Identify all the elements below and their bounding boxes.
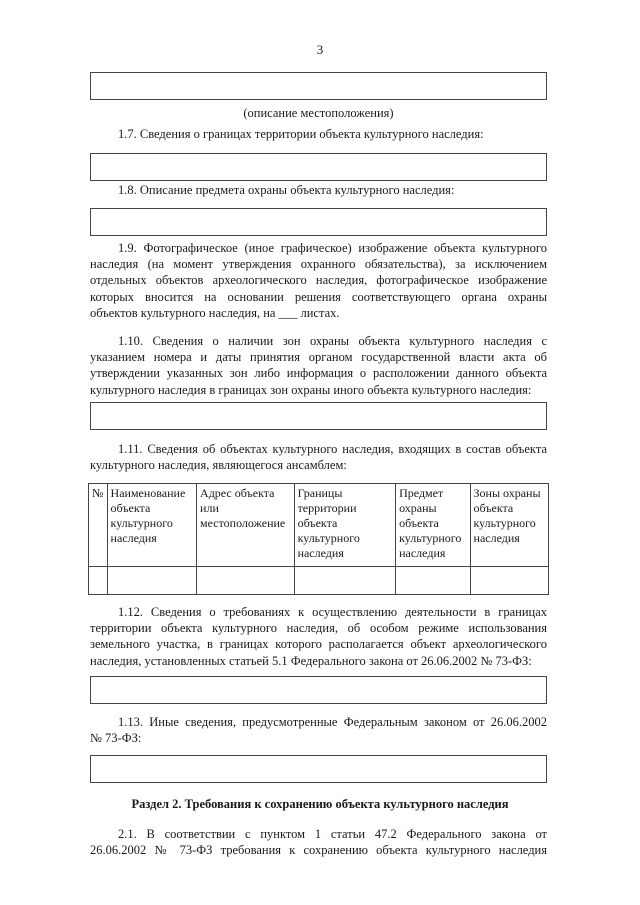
table-cell[interactable] (396, 567, 470, 595)
protection-subject-field[interactable] (90, 208, 547, 236)
table-cell[interactable] (89, 567, 108, 595)
section-1-7-label: 1.7. Сведения о границах территории объекта культурного наследия: (118, 127, 484, 141)
s1-9-line: которых вносится на основании решения соответствующего органа охраны (90, 289, 547, 304)
territory-boundaries-field[interactable] (90, 153, 547, 181)
s2-1-line: 2.1. В соответствии с пунктом 1 статьи 47.2 Федерального закона от (118, 827, 547, 841)
ensemble-objects-table (88, 483, 549, 595)
table-header-cell: Зоны охраны объекта культурного наследия (470, 484, 548, 567)
other-info-field[interactable] (90, 755, 547, 783)
s1-9-line: отдельных объектов археологического наследия, фотографическое изображение (90, 273, 547, 288)
table-cell[interactable] (470, 567, 548, 595)
location-caption: (описание местоположения) (243, 106, 394, 120)
section-1-8-label: 1.8. Описание предмета охраны объекта культурного наследия: (118, 183, 455, 197)
section-1-10-paragraph (90, 333, 547, 398)
location-description-field[interactable] (90, 72, 547, 100)
page-number: 3 (316, 42, 324, 57)
s1-11-line: культурного наследия, являющегося ансамблем: (90, 458, 347, 473)
s1-11-line: 1.11. Сведения об объектах культурного наследия, входящих в состав объекта (118, 442, 547, 456)
activity-requirements-field[interactable] (90, 676, 547, 704)
s1-12-line: территории объекта культурного наследия, об особом режиме использования (90, 621, 547, 636)
table-cell[interactable] (294, 567, 396, 595)
section-1-11-paragraph (90, 441, 547, 473)
section-2-heading: Раздел 2. Требования к сохранению объекта культурного наследия (131, 797, 509, 811)
section-1-9-paragraph (90, 240, 547, 321)
table-header-row (89, 484, 549, 567)
table-header-cell: Предмет охраны объекта культурного наследия (396, 484, 470, 567)
table-cell[interactable] (197, 567, 295, 595)
s1-10-line: культурного наследия в границах зон охраны иного объекта культурного наследия: (90, 382, 532, 397)
s1-10-line: 1.10. Сведения о наличии зон охраны объекта культурного наследия с (118, 334, 547, 348)
section-2-1-paragraph (90, 826, 547, 858)
s1-10-line: указанием номера и даты принятия органом государственной власти акта об (90, 350, 547, 365)
table-header-cell: Наименование объекта культурного наследия (107, 484, 196, 567)
s1-9-line: 1.9. Фотографическое (иное графическое) изображение объекта культурного (118, 241, 547, 255)
s1-13-line: № 73-ФЗ: (90, 731, 142, 746)
s1-12-line: земельного участка, в границах которого располагается объект археологического (90, 637, 547, 652)
table-header-cell: Адрес объекта или местоположение (197, 484, 295, 567)
table-cell[interactable] (107, 567, 196, 595)
s1-12-line: наследия, установленных статьей 5.1 Федерального закона от 26.06.2002 № 73-ФЗ: (90, 653, 532, 668)
s1-9-line: наследия (на момент утверждения охранного обязательства), за исключением (90, 257, 547, 272)
table-header-cell: № (89, 484, 108, 567)
section-1-13-paragraph (90, 714, 547, 746)
table-row (89, 567, 549, 595)
s1-12-line: 1.12. Сведения о требованиях к осуществлению деятельности в границах (118, 605, 547, 619)
s1-10-line: утверждении указанных зон либо информация о расположении данного объекта (90, 366, 547, 381)
s2-1-line: 26.06.2002 № 73-ФЗ требования к сохранению объекта культурного наследия (90, 843, 547, 858)
s1-13-line: 1.13. Иные сведения, предусмотренные Федеральным законом от 26.06.2002 (118, 715, 547, 729)
table-header-cell: Границы территории объекта культурного наследия (294, 484, 396, 567)
s1-9-line: объектов культурного наследия, на ___ листах. (90, 305, 340, 320)
protection-zones-field[interactable] (90, 402, 547, 430)
section-1-12-paragraph (90, 604, 547, 669)
